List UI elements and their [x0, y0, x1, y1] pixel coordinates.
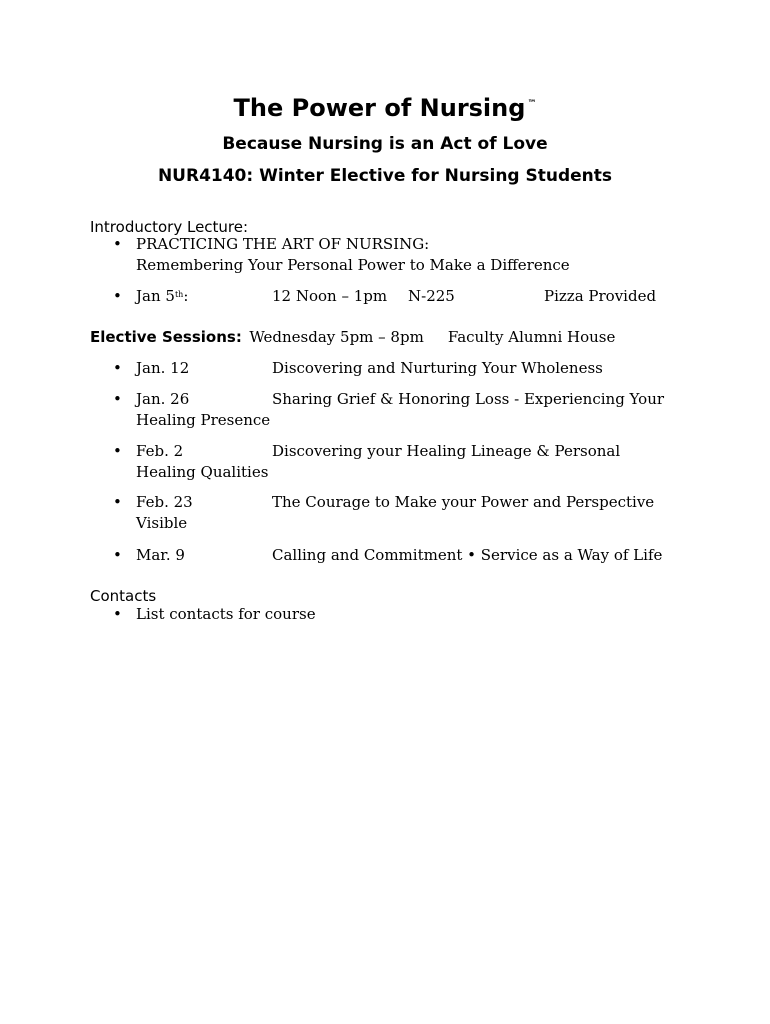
intro-room: N-225 — [408, 287, 455, 305]
course-line: NUR4140: Winter Elective for Nursing Students — [157, 166, 613, 186]
intro-date-prefix: Jan 5 — [136, 287, 175, 305]
document-subtitle: Because Nursing is an Act of Love — [222, 134, 548, 154]
elective-location: Faculty Alumni House — [447, 328, 616, 346]
session-title: Sharing Grief & Honoring Loss - Experiencing Your — [272, 390, 665, 408]
intro-topic-line1: PRACTICING THE ART OF NURSING: — [136, 235, 430, 253]
elective-label: Elective Sessions: — [90, 328, 242, 346]
intro-date-suffix: : — [183, 287, 189, 305]
bullet: • — [113, 493, 122, 511]
intro-date — [136, 286, 188, 307]
session-title: Discovering your Healing Lineage & Personal — [272, 442, 621, 460]
intro-section-label: Introductory Lecture: — [90, 218, 249, 236]
session-title-cont: Visible — [136, 514, 188, 532]
intro-time: 12 Noon – 1pm — [272, 287, 388, 305]
session-date: Jan. 26 — [136, 390, 190, 408]
contacts-label: Contacts — [90, 587, 157, 605]
intro-topic-line2: Remembering Your Personal Power to Make a Difference — [136, 256, 570, 274]
session-title: The Courage to Make your Power and Perspective — [272, 493, 655, 511]
session-title-cont: Healing Presence — [136, 411, 271, 429]
contact-text: List contacts for course — [136, 605, 316, 623]
session-date: Feb. 2 — [136, 442, 184, 460]
bullet: • — [113, 287, 122, 305]
session-title: Calling and Commitment • Service as a Way of Life — [272, 546, 663, 564]
bullet: • — [113, 359, 122, 377]
title-text: The Power of Nursing — [233, 94, 526, 122]
bullet: • — [113, 442, 122, 460]
document-title — [0, 92, 770, 124]
bullet: • — [113, 390, 122, 408]
elective-schedule: Wednesday 5pm – 8pm — [249, 328, 424, 346]
intro-date-sup: th — [174, 290, 184, 299]
bullet: • — [113, 235, 122, 253]
trademark-symbol: ™ — [527, 99, 537, 109]
session-title: Discovering and Nurturing Your Wholeness — [272, 359, 603, 377]
bullet: • — [113, 605, 122, 623]
session-title-cont: Healing Qualities — [136, 463, 269, 481]
bullet: • — [113, 546, 122, 564]
session-date: Jan. 12 — [136, 359, 190, 377]
session-date: Feb. 23 — [136, 493, 193, 511]
elective-header — [90, 327, 615, 348]
session-date: Mar. 9 — [136, 546, 185, 564]
intro-note: Pizza Provided — [544, 287, 657, 305]
